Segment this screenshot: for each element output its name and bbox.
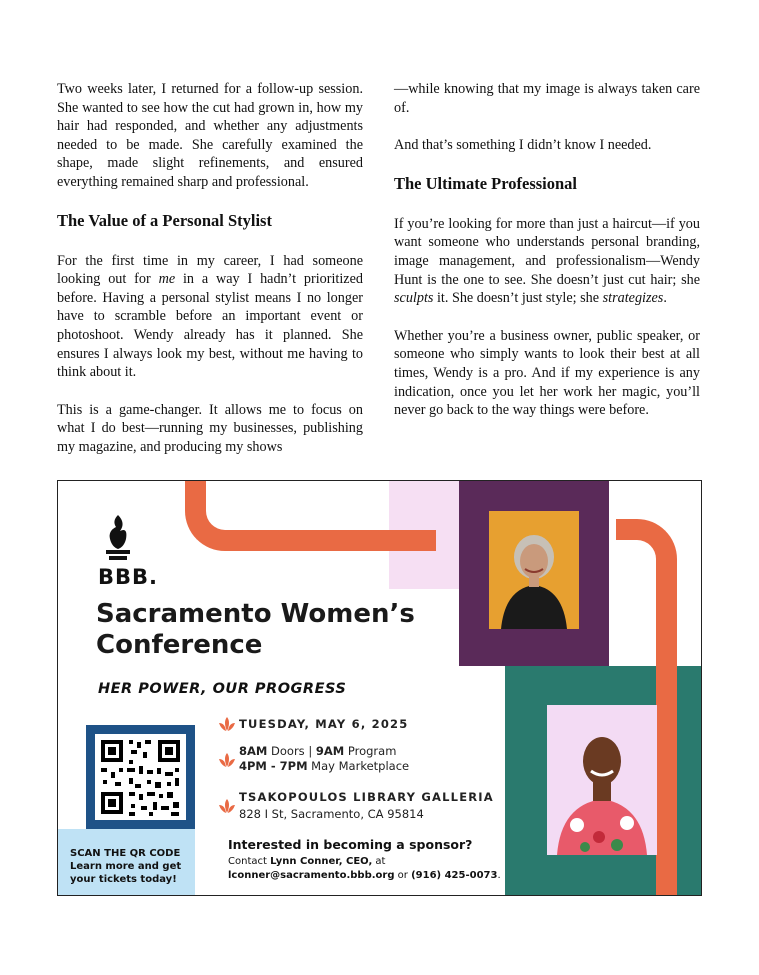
conference-title: Sacramento Women’s Conference bbox=[96, 599, 415, 660]
sponsor-contact: Contact Lynn Conner, CEO, at lconner@sacramento.bbb.org or (916) 425-0073. bbox=[228, 856, 501, 881]
paragraph: —while knowing that my image is always taken care of. bbox=[394, 81, 700, 116]
conference-tagline: HER POWER, OUR PROGRESS bbox=[98, 681, 347, 697]
flame-icon bbox=[219, 799, 235, 813]
contact-phone[interactable]: (916) 425-0073 bbox=[411, 870, 498, 881]
speaker-photo-1 bbox=[489, 511, 579, 629]
paragraph: For the first time in my career, I had someone looking out for me in a way I hadn’t prioritized before. Having a personal stylist means I no longer have to scramble before an important event or photoshoot. Wendy already has it planned. She ensures I always look my best, without me having to think about it. bbox=[57, 252, 363, 381]
qr-cta-text: SCAN THE QR CODE Learn more and get your tickets today! bbox=[70, 848, 182, 885]
paragraph: Whether you’re a business owner, public speaker, or someone who simply wants to look their best at all times, Wendy is a pro. And if my experience is any indication, once you let her work her magic, you’ll never go back to the way things were before. bbox=[394, 327, 700, 419]
event-venue: TSAKOPOULOS LIBRARY GALLERIA 828 I St, Sacramento, CA 95814 bbox=[239, 790, 494, 821]
contact-email-link[interactable]: lconner@sacramento.bbb.org bbox=[228, 870, 395, 881]
paragraph: And that’s something I didn’t know I needed. bbox=[394, 137, 652, 154]
bbb-logo-text: BBB. bbox=[98, 565, 158, 589]
qr-code[interactable] bbox=[95, 734, 186, 820]
paragraph: If you’re looking for more than just a haircut—if you want someone who understands personal branding, image management, and professionalism—Wendy Hunt is the one to see. She doesn’t just cut hair; she sculpts it. She doesn’t just style; she strategizes. bbox=[394, 215, 700, 307]
event-date: TUESDAY, MAY 6, 2025 bbox=[239, 717, 409, 731]
speaker-photo-2 bbox=[547, 705, 657, 855]
bbb-torch-icon bbox=[104, 513, 132, 561]
decor-orange-pipe bbox=[185, 480, 436, 551]
paragraph: Two weeks later, I returned for a follow-up session. She wanted to see how the cut had grown in, how my hair had responded, and whether any adjustments needed to be made. She carefully examined the shape, made slight refinements, and ensured everything remained sharp and professional. bbox=[57, 81, 363, 190]
section-heading: The Ultimate Professional bbox=[394, 173, 578, 193]
article-column-right bbox=[394, 80, 700, 439]
paragraph: This is a game-changer. It allows me to focus on what I do best—running my businesses, publishing my magazine, and producing my shows bbox=[57, 401, 363, 455]
article-column-left bbox=[57, 80, 363, 476]
flame-icon bbox=[219, 753, 235, 767]
flame-icon bbox=[219, 717, 235, 731]
conference-advertisement bbox=[57, 480, 702, 896]
sponsor-heading: Interested in becoming a sponsor? bbox=[228, 837, 473, 852]
section-heading: The Value of a Personal Stylist bbox=[57, 210, 272, 230]
qr-code-frame bbox=[86, 725, 195, 829]
event-times: 8AM Doors | 9AM Program 4PM - 7PM May Marketplace bbox=[239, 744, 410, 773]
